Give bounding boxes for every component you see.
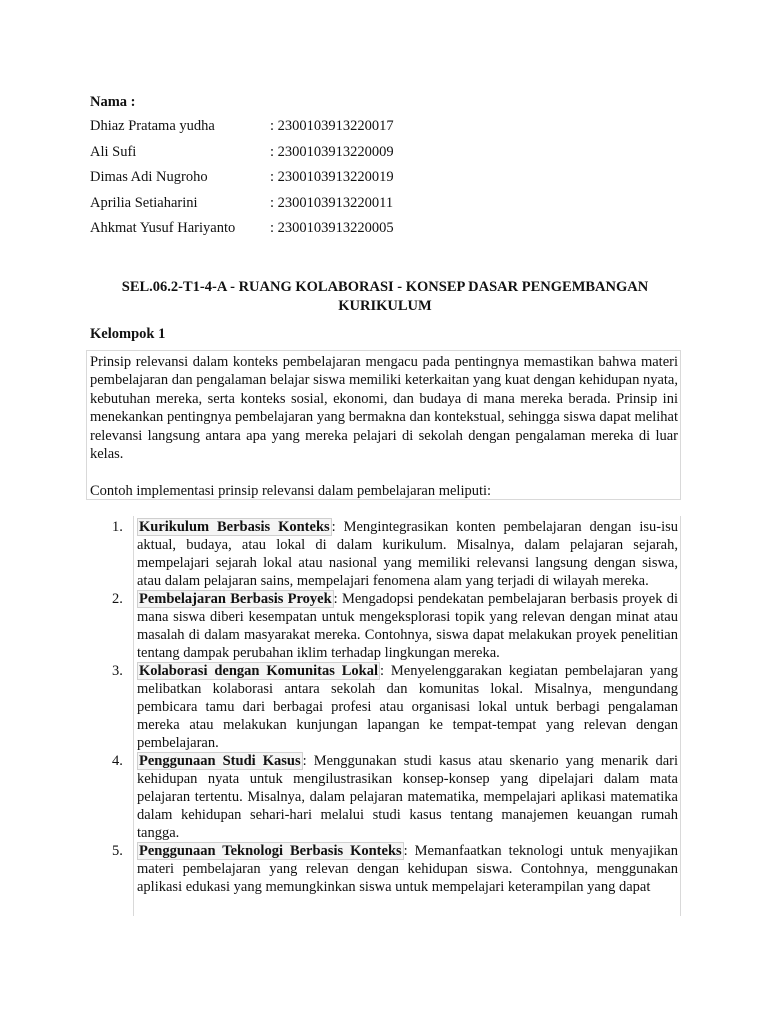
member-name: Ahkmat Yusuf Hariyanto (90, 220, 236, 236)
intro-paragraph: Prinsip relevansi dalam konteks pembelajaran mengacu pada pentingnya memastikan bahwa materi pembelajaran dan pengalaman belajar siswa memiliki keterkaitan yang kuat dengan kehidupan nyata, kebutuhan mereka, serta konteks sosial, ekonomi, dan budaya di mana mereka berada. Prinsip ini menekankan pentingnya pembelajaran yang bermakna dan kontekstual, sehingga siswa dapat melihat relevansi langsung antara apa yang mereka pelajari di sekolah dengan pengalaman mereka di luar kelas. (90, 354, 678, 463)
examples-lead: Contoh implementasi prinsip relevansi dalam pembelajaran meliputi: (90, 483, 492, 499)
member-list (90, 117, 510, 245)
list-item (100, 518, 678, 590)
nama-label: Nama : (90, 94, 136, 110)
list-item (100, 842, 678, 896)
item-number: 5. (112, 843, 123, 859)
item-heading: Kurikulum Berbasis Konteks (139, 519, 330, 535)
member-row (90, 194, 510, 220)
list-item (100, 662, 678, 752)
member-row (90, 168, 510, 194)
member-name: Dhiaz Pratama yudha (90, 118, 215, 134)
member-id: : 2300103913220005 (270, 220, 394, 236)
item-text: : Memanfaatkan teknologi untuk menyajikan materi pembelajaran yang relevan dengan kehidupan siswa. Contohnya, menggunakan aplikasi edukasi yang memungkinkan siswa untuk mempelajari keterampilan yang dapat (137, 843, 678, 895)
member-name: Aprilia Setiaharini (90, 194, 198, 211)
item-heading: Penggunaan Studi Kasus (139, 753, 301, 769)
item-text: : Menggunakan studi kasus atau skenario yang menarik dari kehidupan nyata untuk mengilustrasikan konsep-konsep yang dipelajari dalam mata pelajaran tertentu. Misalnya, dalam pelajaran matematika, mempelajari aplikasi matematika dalam kehidupan sehari-hari melalui studi kasus tentang manajemen keuangan rumah tangga. (137, 753, 678, 841)
item-text: : Menyelenggarakan kegiatan pembelajaran yang melibatkan kolaborasi antara sekolah dan komunitas lokal. Misalnya, mengundang pembicara tamu dari berbagai profesi atau organisasi lokal untuk berbagi pengalaman mereka atau melakukan kunjungan lapangan ke tempat-tempat yang relevan dengan pembelajaran. (137, 663, 678, 751)
item-text: : Mengadopsi pendekatan pembelajaran berbasis proyek di mana siswa diberi kesempatan untuk mengeksplorasi topik yang relevan dengan minat atau masalah di dalam masyarakat mereka. Contohnya, siswa dapat melakukan proyek penelitian tentang dampak perubahan iklim terhadap lingkungan mereka. (137, 591, 678, 661)
member-row (90, 143, 510, 169)
document-title (95, 278, 675, 316)
member-id: : 2300103913220017 (270, 118, 394, 134)
examples-list (100, 518, 678, 896)
member-id: : 2300103913220009 (270, 143, 394, 160)
member-id: : 2300103913220011 (270, 194, 394, 211)
member-row (90, 219, 510, 245)
list-item (100, 590, 678, 662)
item-heading: Pembelajaran Berbasis Proyek (139, 591, 332, 607)
title-line-1: SEL.06.2-T1-4-A - RUANG KOLABORASI - KONSEP DASAR PENGEMBANGAN (121, 279, 649, 295)
item-heading: Penggunaan Teknologi Berbasis Konteks (139, 843, 402, 859)
item-number: 1. (112, 519, 123, 535)
item-number: 2. (112, 591, 123, 607)
member-row (90, 117, 510, 143)
item-number: 3. (112, 663, 123, 679)
member-id: : 2300103913220019 (270, 169, 394, 185)
item-text: : Mengintegrasikan konten pembelajaran dengan isu-isu aktual, budaya, atau lokal di dalam kurikulum. Misalnya, dalam pelajaran sejarah, mempelajari sejarah lokal atau nasional yang memiliki relevansi langsung dengan siswa, atau dalam pelajaran sains, mempelajari fenomena alam yang terjadi di wilayah mereka. (137, 519, 678, 589)
item-number: 4. (112, 753, 123, 769)
member-name: Dimas Adi Nugroho (90, 169, 208, 185)
item-heading: Kolaborasi dengan Komunitas Lokal (139, 663, 378, 679)
list-item (100, 752, 678, 842)
group-heading: Kelompok 1 (90, 326, 166, 342)
title-line-2: KURIKULUM (338, 298, 432, 314)
member-name: Ali Sufi (90, 143, 137, 160)
